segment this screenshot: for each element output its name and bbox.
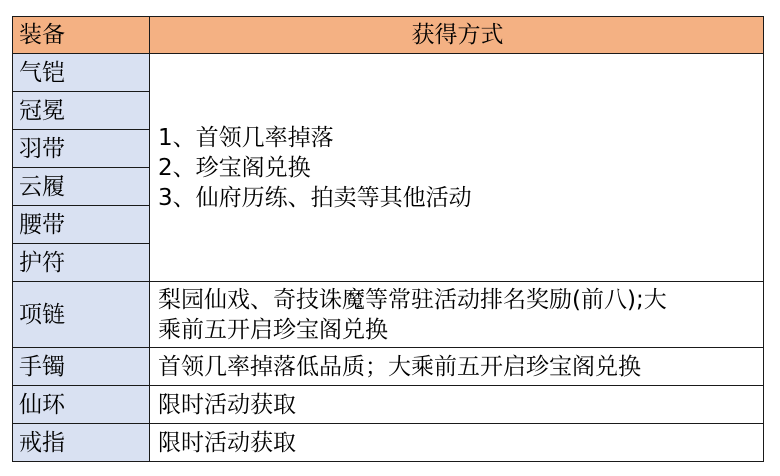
table-row: [13, 54, 764, 92]
table-row: [13, 348, 764, 386]
header-equipment: 装备: [13, 17, 150, 54]
table-row: [13, 424, 764, 462]
table-header-row: [13, 17, 764, 54]
equipment-cell: 手镯: [13, 348, 150, 386]
equipment-acquisition-table: [12, 16, 764, 462]
method-line: 3、仙府历练、拍卖等其他活动: [158, 184, 472, 211]
method-cell: [150, 282, 764, 348]
grouped-method-cell: [150, 54, 764, 282]
equipment-cell: 冠冕: [13, 92, 150, 130]
header-method: 获得方式: [150, 17, 764, 54]
equipment-cell: 护符: [13, 244, 150, 282]
table-row: [13, 282, 764, 348]
method-line: 首领几率掉落低品质；大乘前五开启珍宝阁兑换: [158, 353, 641, 380]
method-line: 1、首领几率掉落: [158, 124, 334, 151]
equipment-cell: 云履: [13, 168, 150, 206]
method-cell: [150, 424, 764, 462]
method-cell: [150, 386, 764, 424]
equipment-cell: 仙环: [13, 386, 150, 424]
equipment-cell: 项链: [13, 282, 150, 348]
equipment-cell: 腰带: [13, 206, 150, 244]
method-line: 乘前五开启珍宝阁兑换: [158, 316, 388, 343]
method-line: 限时活动获取: [158, 429, 296, 456]
method-line: 2、珍宝阁兑换: [158, 154, 311, 181]
equipment-cell: 气铠: [13, 54, 150, 92]
table-row: [13, 386, 764, 424]
method-cell: [150, 348, 764, 386]
method-line: 梨园仙戏、奇技诛魔等常驻活动排名奖励(前八);大: [158, 286, 667, 313]
method-line: 限时活动获取: [158, 391, 296, 418]
equipment-cell: 戒指: [13, 424, 150, 462]
equipment-cell: 羽带: [13, 130, 150, 168]
